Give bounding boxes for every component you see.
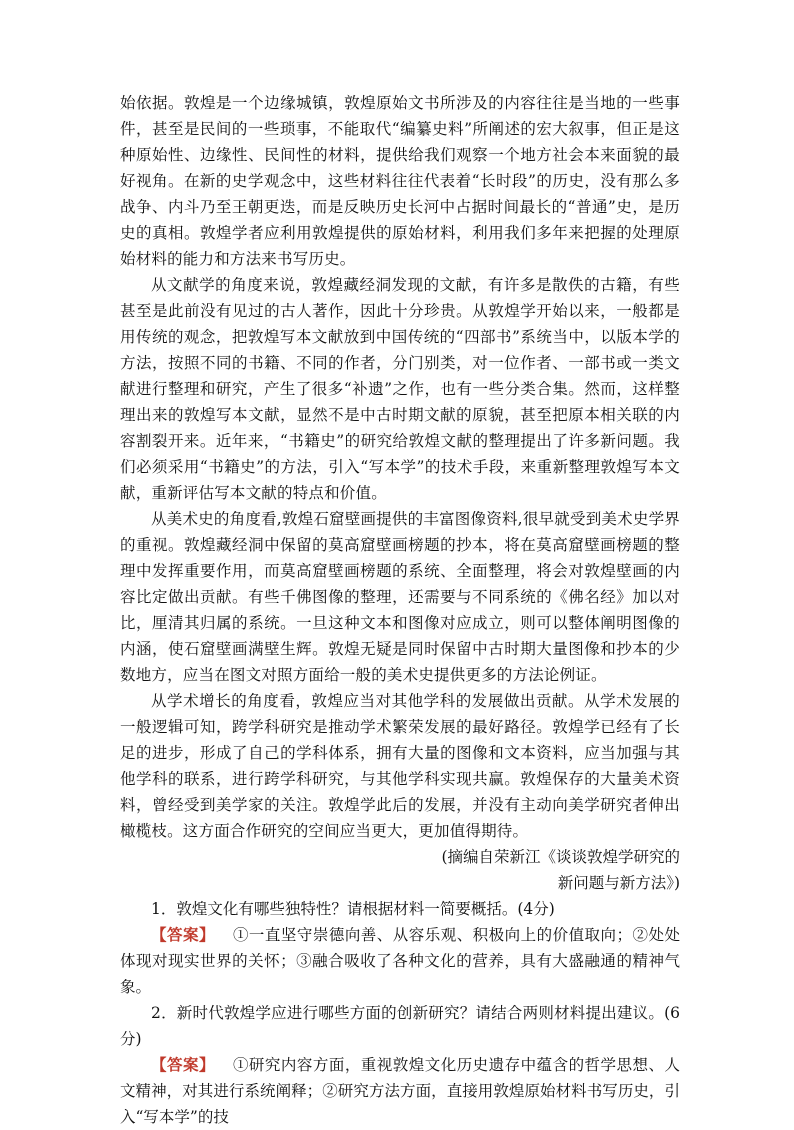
- question-1: 1．敦煌文化有哪些独特性？请根据材料一简要概括。(4分): [151, 900, 555, 918]
- answer-tag-1: 【答案】: [151, 925, 215, 944]
- paragraph-3: 从美术史的角度看,敦煌石窟壁画提供的丰富图像资料,很早就受到美术史学界的重视。敦煌藏经洞中保留的莫高窟壁画榜题的抄本，将在莫高窟壁画榜题的整理中发挥重要作用，而莫高窟壁画榜题的系统、全面整理，将会对敦煌壁画的内容比定做出贡献。有些千佛图像的整理，还需要与不同系统的《佛名经》加以对比，厘清其归属的系统。一旦这种文本和图像对应成立，则可以整体阐明图像的内涵，使石窟壁画满壁生辉。敦煌无疑是同时保留中古时期大量图像和抄本的少数地方，应当在图文对照方面给一般的美术史提供更多的方法论例证。: [120, 510, 680, 684]
- source-citation-line1: (摘编自荣新江《谈谈敦煌学研究的: [441, 848, 680, 866]
- answer-2: [120, 1052, 680, 1130]
- paragraph-1: 始依据。敦煌是一个边缘城镇，敦煌原始文书所涉及的内容往往是当地的一些事件，甚至是民间的一些琐事，不能取代“编纂史料”所阐述的宏大叙事，但正是这种原始性、边缘性、民间性的材料，提供给我们观察一个地方社会本来面貌的最好视角。在新的史学观念中，这些材料往往代表着“长时段”的历史，没有那么多战争、内斗乃至王朝更迭，而是反映历史长河中占据时间最长的“普通”史，是历史的真相。敦煌学者应利用敦煌提供的原始材料，利用我们多年来把握的处理原始材料的能力和方法来书写历史。: [120, 94, 680, 268]
- answer-tag-2: 【答案】: [151, 1055, 215, 1074]
- paragraph-4: 从学术增长的角度看，敦煌应当对其他学科的发展做出贡献。从学术发展的一般逻辑可知，跨学科研究是推动学术繁荣发展的最好路径。敦煌学已经有了长足的进步，形成了自己的学科体系，拥有大量的图像和文本资料，应当加强与其他学科的联系，进行跨学科研究，与其他学科实现共赢。敦煌保存的大量美术资料，曾经受到美学家的关注。敦煌学此后的发展，并没有主动向美学研究者伸出橄榄枝。这方面合作研究的空间应当更大，更加值得期待。: [120, 692, 680, 840]
- answer-1-text: ①一直坚守崇德向善、从容乐观、积极向上的价值取向；②处处体现对现实世界的关怀；③融合吸收了各种文化的营养，具有大盛融通的精神气象。: [120, 926, 680, 996]
- source-citation-line2: 新问题与新方法》): [557, 874, 680, 892]
- document-page: [120, 90, 680, 1130]
- answer-1: [120, 922, 680, 1000]
- paragraph-2: 从文献学的角度来说，敦煌藏经洞发现的文献，有许多是散佚的古籍，有些甚至是此前没有见过的古人著作，因此十分珍贵。从敦煌学开始以来，一般都是用传统的观念，把敦煌写本文献放到中国传统的“四部书”系统当中，以版本学的方法，按照不同的书籍、不同的作者，分门别类，对一位作者、一部书或一类文献进行整理和研究，产生了很多“补遗”之作，也有一些分类合集。然而，这样整理出来的敦煌写本文献，显然不是中古时期文献的原貌，甚至把原本相关联的内容割裂开来。近年来，“书籍史”的研究给敦煌文献的整理提出了许多新问题。我们必须采用“书籍史”的方法，引入“写本学”的技术手段，来重新整理敦煌写本文献，重新评估写本文献的特点和价值。: [120, 276, 680, 502]
- answer-2-text: ①研究内容方面，重视敦煌文化历史遗存中蕴含的哲学思想、人文精神，对其进行系统阐释；②研究方法方面，直接用敦煌原始材料书写历史，引入“写本学”的技: [120, 1056, 680, 1126]
- question-2: 2．新时代敦煌学应进行哪些方面的创新研究？请结合两则材料提出建议。(6分): [120, 1004, 680, 1048]
